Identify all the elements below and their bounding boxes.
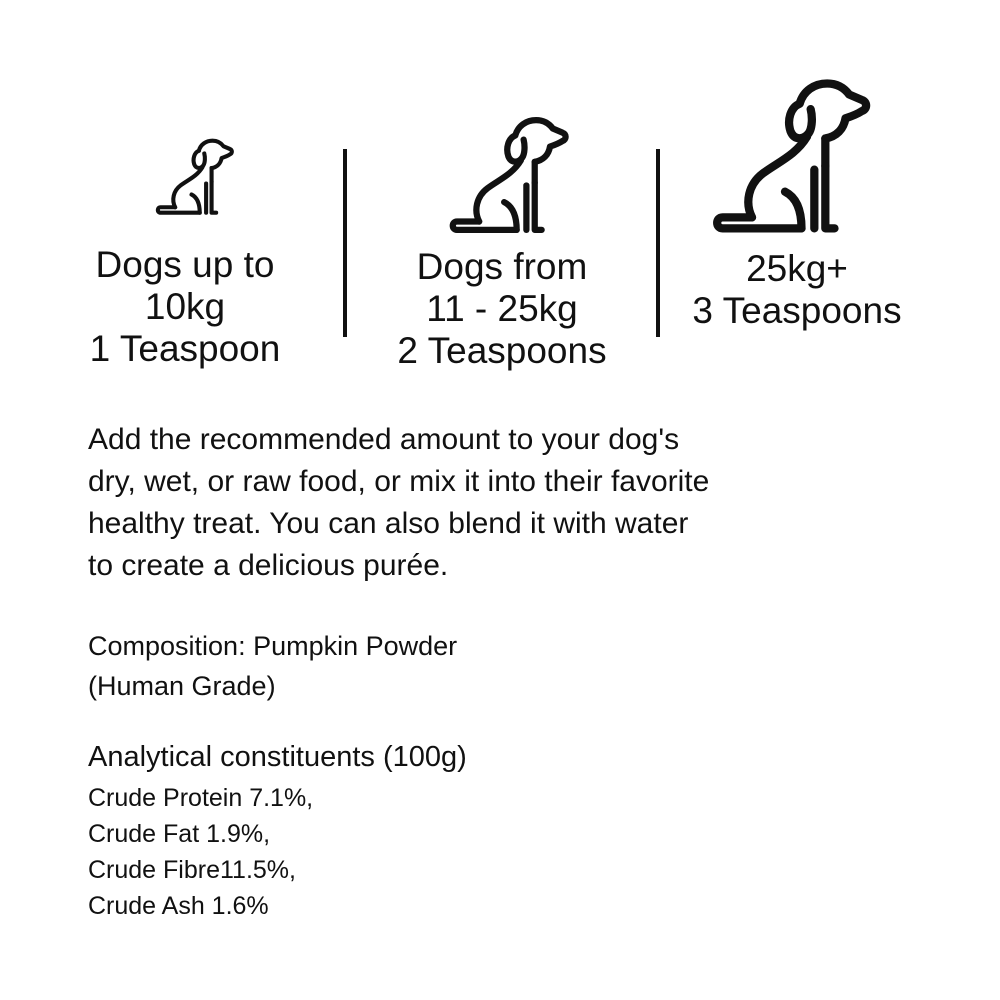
column-divider-2 xyxy=(656,149,660,337)
dosage-small-line-3: 1 Teaspoon xyxy=(89,328,281,369)
composition xyxy=(88,626,457,706)
dosage-medium-line-1: Dogs from xyxy=(416,246,588,287)
dosage-large-text xyxy=(672,248,922,332)
list-item: Crude Protein 7.1%, xyxy=(88,784,314,812)
instructions-line-3: healthy treat. You can also blend it with water xyxy=(88,507,689,540)
list-item: Crude Fat 1.9%, xyxy=(88,820,271,848)
medium-dog-icon xyxy=(440,116,585,241)
dosage-large-line-2: 3 Teaspoons xyxy=(692,290,902,331)
instructions-line-4: to create a delicious purée. xyxy=(88,549,449,582)
instructions-line-2: dry, wet, or raw food, or mix it into their favorite xyxy=(88,465,710,498)
constituents-list xyxy=(88,780,313,924)
usage-instructions xyxy=(88,419,848,587)
dosage-small-text xyxy=(60,244,310,370)
dosage-medium-line-3: 2 Teaspoons xyxy=(397,330,607,371)
dosage-medium-line-2: 11 - 25kg xyxy=(426,288,578,329)
large-dog-icon xyxy=(700,78,892,243)
analysis-title: Analytical constituents (100g) xyxy=(88,741,467,773)
list-item: Crude Fibre11.5%, xyxy=(88,856,296,884)
dosage-large-line-1: 25kg+ xyxy=(746,248,848,289)
instructions-line-1: Add the recommended amount to your dog's xyxy=(88,423,680,456)
dosage-small-line-2: 10kg xyxy=(144,286,226,327)
column-divider-1 xyxy=(343,149,347,337)
dosage-small-line-1: Dogs up to xyxy=(95,244,275,285)
list-item: Crude Ash 1.6% xyxy=(88,892,269,920)
small-dog-icon xyxy=(150,138,244,220)
composition-line-1: Composition: Pumpkin Powder xyxy=(88,631,458,661)
dosage-medium-text xyxy=(372,246,632,372)
composition-line-2: (Human Grade) xyxy=(88,671,276,701)
